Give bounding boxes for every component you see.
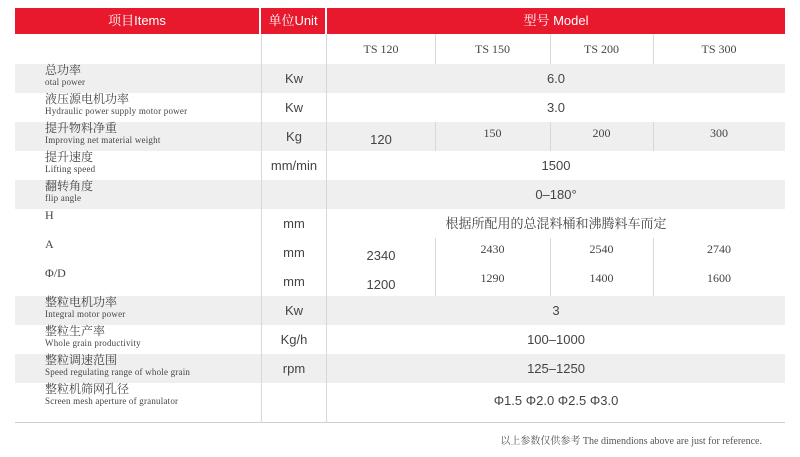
table-row [15, 209, 785, 238]
row-value: 3 [552, 303, 560, 318]
row-label: 整粒机筛网孔径 Screen mesh aperture of granulator [45, 382, 179, 406]
row-label: 整粒生产率 Whole grain productivity [45, 324, 141, 348]
table-row [15, 238, 785, 267]
row-unit: Kg/h [280, 332, 308, 347]
divider [550, 122, 551, 151]
table-row [15, 122, 785, 151]
row-unit: Kw [284, 100, 304, 115]
reference-note: 以上参数仅供参考 The dimendions above are just for reference. [500, 436, 762, 447]
row-value: 0–180° [535, 187, 577, 202]
divider [653, 238, 654, 296]
model-ts150: TS 150 [474, 42, 510, 56]
divider [550, 238, 551, 296]
row-value-ts150: 2430 [480, 242, 505, 256]
row-value-ts200: 2540 [589, 242, 614, 256]
table-row [15, 180, 785, 209]
row-value-ts300: 2740 [707, 242, 731, 256]
row-value-ts120: 2340 [366, 248, 396, 263]
row-value-ts120: 120 [370, 132, 392, 147]
divider [435, 34, 436, 64]
row-value: 3.0 [546, 100, 566, 115]
divider [435, 238, 436, 296]
row-unit: Kg [286, 129, 302, 144]
row-unit: mm [283, 216, 305, 231]
row-value-ts200: 1400 [589, 271, 614, 285]
divider [435, 122, 436, 151]
row-label: A [45, 237, 54, 251]
row-label: Φ/D [45, 266, 66, 280]
row-unit: rpm [282, 361, 306, 376]
row-value: 125–1250 [527, 361, 585, 376]
header-items: 项目Items [15, 8, 259, 34]
divider [15, 422, 785, 423]
row-unit [263, 383, 325, 412]
row-label: H [45, 208, 54, 222]
row-value-ts150: 1290 [480, 271, 505, 285]
models-row [15, 34, 785, 64]
divider [261, 34, 262, 422]
row-label: 整粒调速范围 Speed regulating range of whole grain [45, 353, 191, 377]
table-row [15, 267, 785, 296]
row-value: Φ1.5 Φ2.0 Φ2.5 Φ3.0 [493, 393, 619, 408]
row-label: 液压源电机功率 Hydraulic power supply motor power [45, 92, 188, 116]
row-label: 提升速度 Lifting speed [45, 150, 96, 174]
row-unit: mm [283, 245, 305, 260]
row-unit: mm/min [270, 158, 318, 173]
row-value: 100–1000 [527, 332, 585, 347]
row-value-ts150: 150 [483, 126, 502, 140]
divider [550, 34, 551, 64]
row-value-ts300: 300 [710, 126, 728, 140]
table-row [15, 93, 785, 122]
row-value: 1500 [541, 158, 571, 173]
row-value-ts120: 1200 [366, 277, 396, 292]
divider [653, 34, 654, 64]
divider [653, 122, 654, 151]
table-row [15, 296, 785, 325]
model-ts300: TS 300 [701, 42, 737, 56]
row-value: 根据所配用的总混料桶和沸腾料车而定 [445, 216, 667, 231]
model-ts120: TS 120 [363, 42, 399, 56]
row-value: 6.0 [546, 71, 566, 86]
table-row [15, 151, 785, 180]
divider [326, 34, 327, 422]
row-unit: mm [283, 274, 305, 289]
header-model: 型号 Model [327, 8, 785, 34]
table-row [15, 64, 785, 93]
row-label: 总功率 otal power [45, 63, 86, 87]
model-ts200: TS 200 [583, 42, 619, 56]
row-label: 整粒电机功率 Integral motor power [45, 295, 126, 319]
row-unit [263, 180, 325, 209]
header-unit: 单位Unit [261, 8, 325, 34]
row-value-ts200: 200 [592, 126, 611, 140]
row-value-ts300: 1600 [707, 271, 731, 285]
row-label: 提升物料净重 Improving net material weight [45, 121, 161, 145]
row-unit: Kw [284, 71, 304, 86]
row-unit: Kw [284, 303, 304, 318]
spec-table [15, 8, 785, 412]
table-row [15, 354, 785, 383]
table-header [15, 8, 785, 34]
table-row [15, 383, 785, 412]
table-row [15, 325, 785, 354]
row-label: 翻转角度 flip angle [45, 179, 94, 203]
